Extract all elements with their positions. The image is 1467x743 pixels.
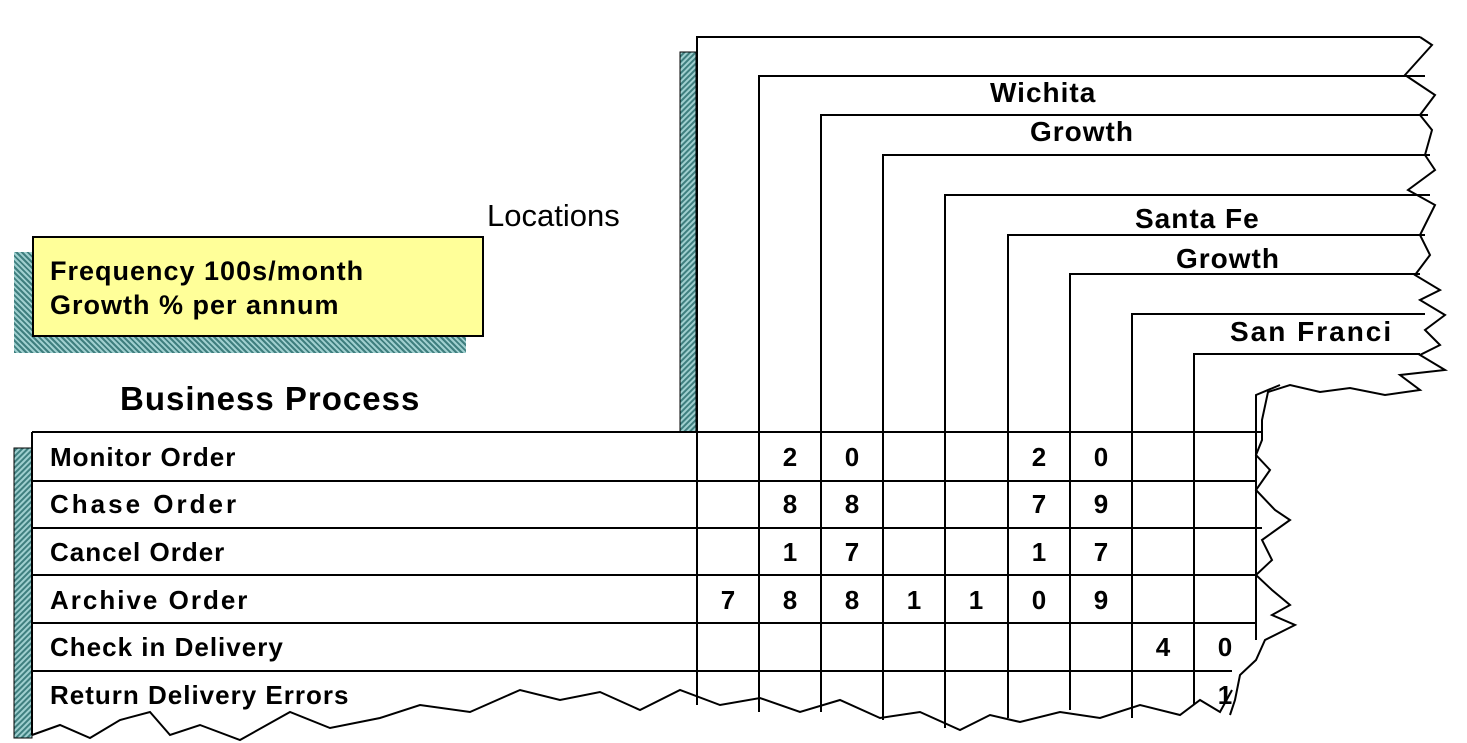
matrix-cell: 0: [1217, 632, 1233, 662]
header-shadow-bar: [680, 52, 696, 432]
legend-box: [32, 236, 484, 337]
matrix-cell: 1: [782, 537, 798, 567]
column-header-growth-1: Growth: [1030, 116, 1134, 147]
row-label-archive-order: Archive Order: [50, 585, 250, 615]
matrix-cell: 7: [720, 585, 736, 615]
row-label-check-in-delivery: Check in Delivery: [50, 632, 284, 662]
matrix-cell: 2: [1031, 442, 1047, 472]
matrix-cell: 1: [906, 585, 922, 615]
matrix-cell: 7: [844, 537, 860, 567]
matrix-cell: 1: [968, 585, 984, 615]
matrix-cell: 1: [1031, 537, 1047, 567]
column-header-santa-fe: Santa Fe: [1135, 203, 1260, 234]
column-header-wichita: Wichita: [990, 77, 1097, 108]
matrix-cell: 9: [1093, 585, 1109, 615]
matrix-cell: 9: [1093, 489, 1109, 519]
matrix-cell: 0: [1031, 585, 1047, 615]
business-process-label: Business Process: [120, 380, 421, 417]
row-label-monitor-order: Monitor Order: [50, 442, 237, 472]
legend-frequency: Frequency 100s/month: [50, 256, 365, 286]
matrix-cell: 7: [1093, 537, 1109, 567]
matrix-cell: 1: [1217, 680, 1233, 710]
rows-shadow-bar: [14, 448, 32, 738]
header-bracket-9: [1194, 354, 1420, 432]
column-header-san-francisco: San Franci: [1230, 316, 1394, 347]
locations-label: Locations: [487, 198, 620, 233]
matrix-cell: 2: [782, 442, 798, 472]
column-header-growth-2: Growth: [1176, 243, 1280, 274]
matrix-cell: 7: [1031, 489, 1047, 519]
matrix-cell: 8: [844, 585, 860, 615]
torn-edge-right: [1230, 37, 1445, 715]
matrix-cell: 8: [782, 585, 798, 615]
row-label-return-delivery-errors: Return Delivery Errors: [50, 680, 350, 710]
matrix-cell: 8: [782, 489, 798, 519]
matrix-cell: 8: [844, 489, 860, 519]
matrix-cell: 0: [1093, 442, 1109, 472]
row-label-chase-order: Chase Order: [50, 489, 240, 519]
legend-growth: Growth % per annum: [50, 290, 340, 320]
matrix-cell: 4: [1155, 632, 1171, 662]
row-label-cancel-order: Cancel Order: [50, 537, 226, 567]
header-bracket-4: [883, 155, 1430, 432]
matrix-cell: 0: [844, 442, 860, 472]
